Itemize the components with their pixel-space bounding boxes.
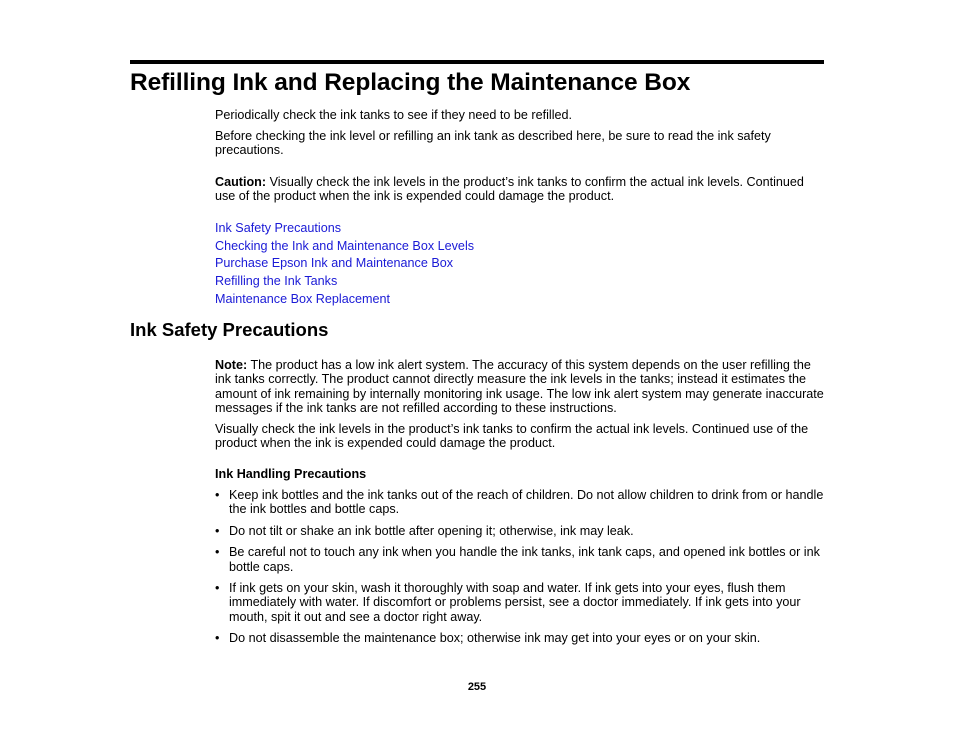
before-paragraph: Before checking the ink level or refilling an ink tank as described here, be sure to read the ink safety precautions. <box>215 129 771 158</box>
bullet-icon: • <box>215 545 220 560</box>
link-maintenance-box-replacement[interactable]: Maintenance Box Replacement <box>215 292 391 306</box>
list-item <box>215 524 827 538</box>
bullet-text: Do not disassemble the maintenance box; otherwise ink may get into your eyes or on your skin. <box>229 631 761 646</box>
bullet-icon: • <box>215 631 220 646</box>
bullet-text: Be careful not to touch any ink when you handle the ink tanks, ink tank caps, and opened ink bottles or ink bottle caps. <box>229 545 820 574</box>
list-item <box>215 631 827 645</box>
list-item <box>215 581 827 624</box>
visual-check-paragraph: Visually check the ink levels in the product’s ink tanks to confirm the actual ink levels. Continued use of the product when the ink is expended could damage the product. <box>215 422 809 451</box>
caution-text: Visually check the ink levels in the product’s ink tanks to confirm the actual ink levels. Continued use of the product when the ink is expended could damage the product. <box>215 175 804 204</box>
note-label: Note: <box>215 358 248 372</box>
intro-paragraph: Periodically check the ink tanks to see if they need to be refilled. <box>215 108 573 122</box>
ink-handling-list <box>215 488 827 653</box>
note-text: The product has a low ink alert system. The accuracy of this system depends on the user refilling the ink tanks correctly. The product cannot directly measure the ink levels in the tanks; instead it estimates the amount of ink remaining by internally monitoring ink usage. The low ink alert system may generate inaccurate messages if the ink tanks are not refilled according to these instructions. <box>215 358 824 416</box>
link-refilling-ink-tanks[interactable]: Refilling the Ink Tanks <box>215 274 338 288</box>
page-number: 255 <box>467 681 487 693</box>
link-purchase-epson-ink[interactable]: Purchase Epson Ink and Maintenance Box <box>215 256 454 270</box>
link-ink-safety-precautions[interactable]: Ink Safety Precautions <box>215 221 342 235</box>
caution-paragraph <box>215 175 827 204</box>
list-item <box>215 488 827 517</box>
note-paragraph <box>215 358 827 416</box>
page-title: Refilling Ink and Replacing the Maintenance Box <box>130 69 691 96</box>
list-item <box>215 545 827 574</box>
bullet-text: Keep ink bottles and the ink tanks out of the reach of children. Do not allow children to drink from or handle the ink bottles and bottle caps. <box>229 488 824 517</box>
bullet-icon: • <box>215 488 220 502</box>
title-rule <box>130 60 824 64</box>
ink-handling-heading: Ink Handling Precautions <box>215 467 367 481</box>
caution-label: Caution: <box>215 175 267 189</box>
link-checking-levels[interactable]: Checking the Ink and Maintenance Box Levels <box>215 239 475 253</box>
bullet-icon: • <box>215 523 220 538</box>
bullet-text: Do not tilt or shake an ink bottle after opening it; otherwise, ink may leak. <box>229 523 634 538</box>
bullet-icon: • <box>215 581 220 596</box>
section-title: Ink Safety Precautions <box>130 319 329 340</box>
bullet-text: If ink gets on your skin, wash it thoroughly with soap and water. If ink gets into your eyes, flush them immediately with water. If discomfort or problems persist, see a doctor immediately. If ink gets into your mouth, spit it out and see a doctor right away. <box>229 581 801 624</box>
